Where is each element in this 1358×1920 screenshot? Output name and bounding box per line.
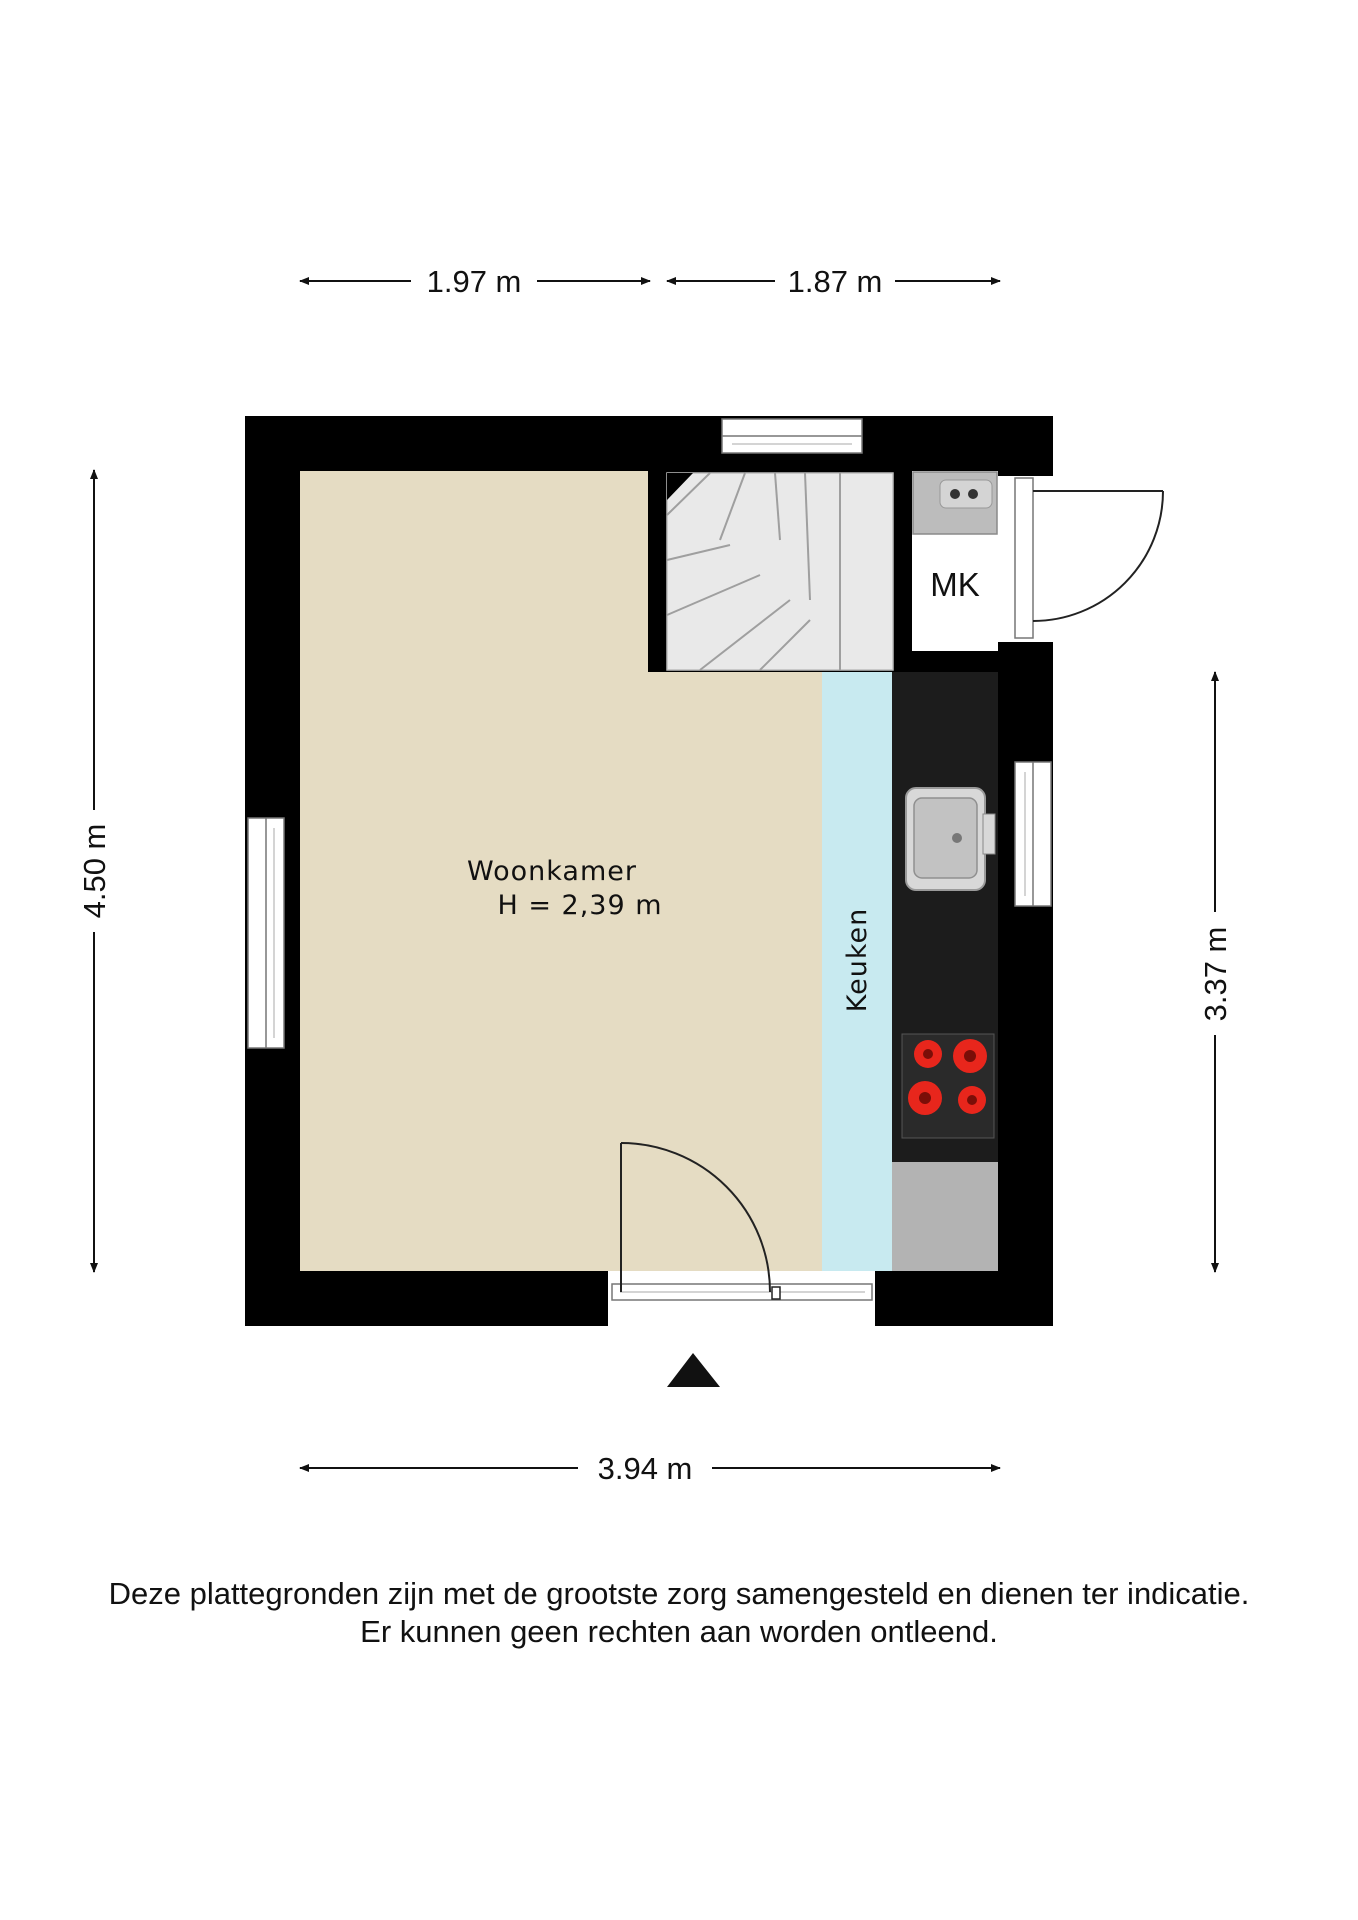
- dimension-label-top-right: 1.87 m: [787, 264, 883, 299]
- meter-cupboard: [912, 471, 998, 651]
- living-room-label: Woonkamer: [467, 856, 637, 887]
- door-swing-icon: [998, 476, 1163, 642]
- dimension-label-bottom: 3.94 m: [597, 1451, 693, 1486]
- window-icon: [1015, 762, 1051, 906]
- window-icon: [722, 419, 862, 453]
- living-room-height: H = 2,39 m: [497, 890, 663, 921]
- entrance-triangle-icon: [667, 1353, 720, 1387]
- disclaimer-line-2: Er kunnen geen rechten aan worden ontleend.: [360, 1614, 998, 1649]
- dimension-top-left: [300, 264, 650, 299]
- window-icon: [248, 818, 284, 1048]
- sink-icon: [906, 788, 995, 890]
- dimension-bottom: [300, 1451, 1000, 1486]
- stair-icon: [665, 471, 894, 672]
- dimension-top-right: [667, 264, 1000, 299]
- dimension-label-left: 4.50 m: [77, 823, 112, 919]
- hob-icon: [902, 1034, 994, 1138]
- dimension-right: [1198, 672, 1233, 1272]
- dimension-label-right: 3.37 m: [1198, 926, 1233, 1022]
- dimension-left: [77, 470, 112, 1272]
- disclaimer-line-1: Deze plattegronden zijn met de grootste zorg samengesteld en dienen ter indicatie.: [108, 1576, 1250, 1611]
- dimension-label-top-left: 1.97 m: [426, 264, 522, 299]
- meter-cupboard-label: MK: [930, 566, 980, 603]
- kitchen-counter-end: [892, 1162, 998, 1271]
- kitchen-label: Keuken: [842, 907, 873, 1013]
- disclaimer: [0, 1575, 1358, 1651]
